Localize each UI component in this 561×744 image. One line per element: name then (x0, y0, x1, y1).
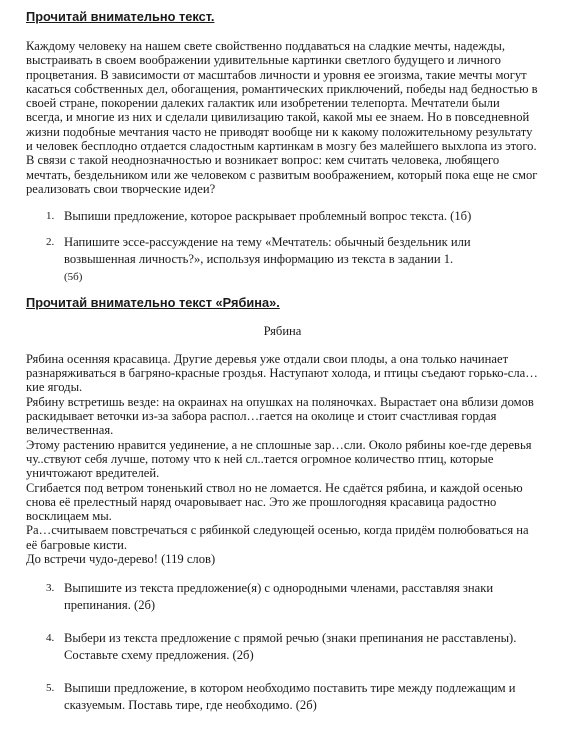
task-item (26, 234, 539, 286)
task-item (26, 680, 539, 714)
task-text: Выпиши предложение, в котором необходимо поставить тире между подлежащим и сказуемым. Поставь тире, где необходимо. (2б) (64, 681, 516, 713)
story-title: Рябина (263, 324, 302, 339)
task-text: Выбери из текста предложение с прямой речью (знаки препинания не расставлены). Составьте схему предложения. (2б) (64, 631, 517, 663)
story-paragraph: Ра…считываем повстречаться с рябинкой следующей осенью, когда придём полюбоваться на её багровые кисти. (26, 523, 529, 552)
task-text: Выпиши предложение, которое раскрывает проблемный вопрос текста. (1б) (64, 209, 472, 224)
section2-heading: Прочитай внимательно текст «Рябина». (26, 295, 280, 311)
task-list-1 (26, 208, 539, 286)
task-text: Выпишите из текста предложение(я) с однородными членами, расставляя знаки препинания. (2б) (64, 581, 494, 613)
story-paragraph: Рябину встретишь везде: на окраинах на опушках на поляночках. Вырастает она вблизи домов раскидывает веточки из-за забора распол…гается на околице и стоит счастливая гордая величественная. (26, 394, 534, 438)
section1-heading: Прочитай внимательно текст. (26, 9, 215, 24)
task-item (26, 208, 539, 225)
task-number: 4. (46, 632, 55, 645)
task-number: 5. (46, 682, 55, 695)
task-content (64, 234, 539, 286)
task-number: 3. (46, 582, 55, 595)
task-points: (5б) (64, 271, 83, 284)
story-paragraph: До встречи чудо-дерево! (119 слов) (26, 552, 216, 567)
task-number: 2. (46, 236, 55, 249)
task-item (26, 630, 539, 664)
story-text (26, 352, 539, 566)
task-number: 1. (46, 210, 55, 223)
section1-text: Каждому человеку на нашем свете свойственно поддаваться на сладкие мечты, надежды, выстраивать в своем воображении удивительные картинки светлого будущего и личного процветания. В зависимости от масштабов личности и уровня ее эгоизма, такие мечты могут касаться собственных дел, обогащения, романтических приключений, победы над бедностью в своей стране, покорении далеких галактик или изобретении телепорта. Мечтатели были всегда, и многие из них и сделали цивилизацию такой, какой мы ее знаем. Но в повседневной жизни подобные мечтания часто не приводят вообще ни к какому положительному результату и человек бесплодно отдается сладостным картинкам в мозгу без малейшего выхлопа из этого. В связи с такой неоднозначностью и возникает вопрос: кем считать человека, любящего мечтать, бездельником или же человеком с развитым воображением, который пока еще не смог реализовать свои творческие идеи? (26, 39, 538, 196)
story-paragraph: Сгибается под ветром тоненький ствол но не ломается. Не сдаётся рябина, и каждой осенью снова её прелестный наряд очаровывает нас. Это же прошлогодняя красавица радостно восклицаем мы. (26, 480, 523, 524)
task-item (26, 580, 539, 614)
story-paragraph: Рябина осенняя красавица. Другие деревья уже отдали свои плоды, а она только начинает разнаряживаться в багряно-красные гроздья. Наступают холода, и птицы съедают горько-сла…кие ягоды. (26, 351, 538, 395)
task-text: Напишите эссе-рассуждение на тему «Мечтатель: обычный бездельник или возвышенная личность?», используя информацию из текста в задании 1. (64, 235, 471, 267)
story-paragraph: Этому растению нравится уединение, а не сплошные зар…сли. Около рябины кое-где деревья чу..ствуют себя лучше, потому что к ней сл..тается огромное количество птиц, которые уничтожают вредителей. (26, 437, 532, 481)
task-list-2 (26, 580, 539, 714)
